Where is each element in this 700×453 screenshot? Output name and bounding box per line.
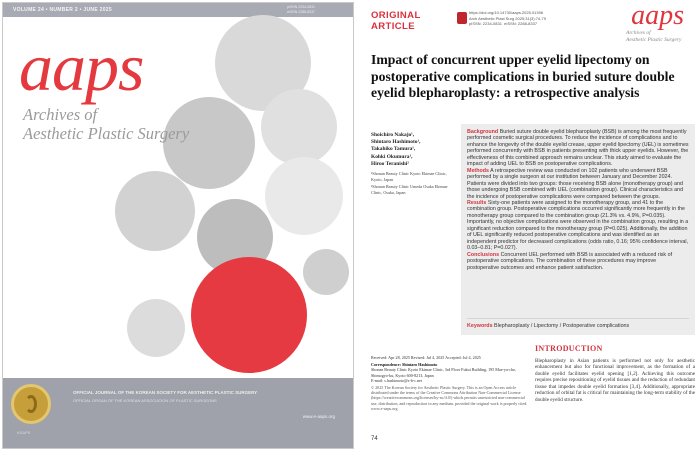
abstract-heading: Results bbox=[467, 199, 487, 206]
cover-journal-name: Archives of Aesthetic Plastic Surgery bbox=[23, 105, 190, 143]
decorative-circle bbox=[261, 89, 337, 165]
abstract-text: Concurrent UEL performed with BSB is associated with a reduced risk of postoperative complications. The combination of these procedures may improve postoperative outcomes and enhance patient satisfaction. bbox=[467, 251, 673, 271]
correspondence-heading: Correspondence: Shintaro Hashimoto bbox=[371, 362, 438, 368]
author-name: Shoichiro Nakajo¹, bbox=[371, 132, 415, 138]
cover-footer-line: OFFICIAL ORGAN OF THE KOREAN ASSOCIATION OF PLASTIC SURGEONS bbox=[73, 398, 217, 403]
abstract-heading: Methods bbox=[467, 167, 489, 174]
decorative-circle bbox=[127, 299, 185, 357]
cover-url[interactable]: www.e-aaps.org bbox=[302, 414, 335, 419]
license-statement: © 2025 The Korean Society for Aesthetic Plastic Surgery. This is an Open Access article distributed under the terms of the Creative Commons Attribution Non-Commercial License (https://creativecommons.org/licenses/by-nc/4.0/) which permits unrestricted non-commercial use, distribution, and reproduction in any medium, provided the original work is properly cited. www.e-aaps.org bbox=[371, 385, 528, 411]
decorative-circle bbox=[265, 157, 343, 235]
cover-volume-band: VOLUME 24 • NUMBER 2 • JUNE 2025 bbox=[3, 3, 353, 17]
article-footnote bbox=[371, 355, 529, 411]
article-type-label: ORIGINAL ARTICLE bbox=[371, 10, 421, 32]
abstract-results bbox=[467, 200, 689, 252]
abstract-keywords bbox=[467, 318, 689, 329]
decorative-circle bbox=[303, 249, 349, 295]
affiliation-list bbox=[371, 171, 457, 195]
article-page bbox=[357, 0, 700, 453]
crossmark-icon[interactable] bbox=[457, 12, 467, 24]
author-name: Shintaro Hashimoto¹, bbox=[371, 139, 421, 146]
keywords-text: Blepharoplasty / Lipectomy / Postoperative complications bbox=[494, 322, 630, 329]
abstract-heading: Background bbox=[467, 129, 499, 135]
affiliation: ¹Shonan Beauty Clinic Kyoto Ekimae Clinic, Kyoto, Japan bbox=[371, 171, 447, 182]
received-dates: Received: Apr 28, 2025 Revised: Jul 4, 2025 Accepted: Jul 4, 2025 bbox=[371, 355, 481, 360]
author-list bbox=[371, 132, 457, 197]
correspondence-email[interactable]: E-mail: s.hashimoto@s-b-c.net bbox=[371, 377, 422, 383]
cover-issn: pISSN 2234-0831 eISSN 2288-8337 bbox=[287, 5, 315, 14]
abstract-conclusions bbox=[467, 252, 689, 271]
affiliation: ²Shonan Beauty Clinic Umeda Osaka Ekimae Clinic, Osaka, Japan bbox=[371, 184, 448, 195]
cover-footer-line: OFFICIAL JOURNAL OF THE KOREAN SOCIETY FOR AESTHETIC PLASTIC SURGERY bbox=[73, 390, 258, 395]
abstract-heading: Conclusions bbox=[467, 251, 500, 258]
keywords-heading: Keywords bbox=[467, 322, 493, 329]
abstract-text: A retrospective review was conducted on 102 patients who underwent BSB performed by a single surgeon at our institution between January and December 2024. Patients were divided into two groups: those receiving BSB alone (monotherapy group) and those undergoing BSB combined with UEL (combination group). Clinical characteristics and the incidence of postoperative complications were compared between the groups. bbox=[467, 167, 684, 200]
author-name: Hiroo Teranishi² bbox=[371, 160, 409, 167]
cover-footer bbox=[3, 378, 353, 448]
journal-logo: aaps bbox=[631, 0, 684, 31]
author-name: Kohki Okumura¹, bbox=[371, 153, 413, 160]
author-name: Takahiko Tamura¹, bbox=[371, 146, 416, 153]
journal-cover bbox=[2, 2, 354, 449]
page-number: 74 bbox=[371, 436, 378, 442]
abstract-box bbox=[461, 124, 695, 335]
cover-journal-logo: aaps bbox=[19, 29, 144, 105]
introduction-text: Blepharoplasty in Asian patients is performed not only for aesthetic enhancement but also for functional improvement, as the formation of a double eyelid facilitates eyelid opening [1,2]. Achieving this outcome requires precise repositioning of eyelid tissues and the reduction of redundant tissue that impedes double eyelid formation [3,4]. Additionally, appropriate reduction of orbital fat is critical for maintaining the long-term stability of the double eyelid structure. bbox=[535, 358, 695, 403]
abstract-text: Sixty-one patients were assigned to the monotherapy group, and 41 to the combination group. Postoperative complications occurred significantly more frequently in the monotherapy group compared to the combination group (21.3% vs. 4.9%, P=0.035). Importantly, no objective complications were observed in the combination group, resulting in a significant reduction compared to the monotherapy group (P=0.025). Additionally, the addition of UEL significantly reduced postoperative complications and was identified as an independent predictor for decreased complications (odds ratio, 0.16; 95% confidence interval, 0.03–0.81; P=0.027). bbox=[467, 199, 689, 252]
abstract-background bbox=[467, 129, 689, 168]
journal-logo-subtitle: Archives of Aesthetic Plastic Surgery bbox=[626, 30, 682, 43]
society-seal-icon bbox=[11, 384, 51, 424]
section-heading: INTRODUCTION bbox=[535, 344, 603, 353]
doi-meta: https://doi.org/10.14730/aaps.2025.01396 Arch Aesthetic Plast Surg 2025;31(3):74-79 pISSN: 2234-0831 eISSN: 2288-8337 bbox=[469, 10, 546, 26]
abstract-methods bbox=[467, 168, 689, 200]
decorative-red-circle bbox=[191, 257, 307, 373]
correspondence-address: Shonan Beauty Clinic Kyoto Ekimae Clinic, 3rd Floor Fukui Building, 195 Mae-ya-cho, Shimogyo-ku, Kyoto 600-8213, Japan bbox=[371, 367, 517, 378]
abstract-text: Buried suture double eyelid blepharoplasty (BSB) is among the most frequently performed cosmetic surgical procedures. To reduce the incidence of complications and to enhance the longevity of the double eyelid crease, upper eyelid lipectomy (UEL) is sometimes performed concurrently with BSB in patients presenting with thick upper eyelids. However, the effectiveness of this combined approach remains unclear. This study aimed to evaluate the impact of adding UEL to BSB on postoperative complications. bbox=[467, 129, 689, 168]
seal-caption: KSAPS bbox=[17, 430, 31, 435]
decorative-circle bbox=[115, 171, 195, 251]
article-title: Impact of concurrent upper eyelid lipectomy on postoperative complications in buried suture double eyelid blepharoplasty: a retrospective analysis bbox=[371, 52, 675, 100]
